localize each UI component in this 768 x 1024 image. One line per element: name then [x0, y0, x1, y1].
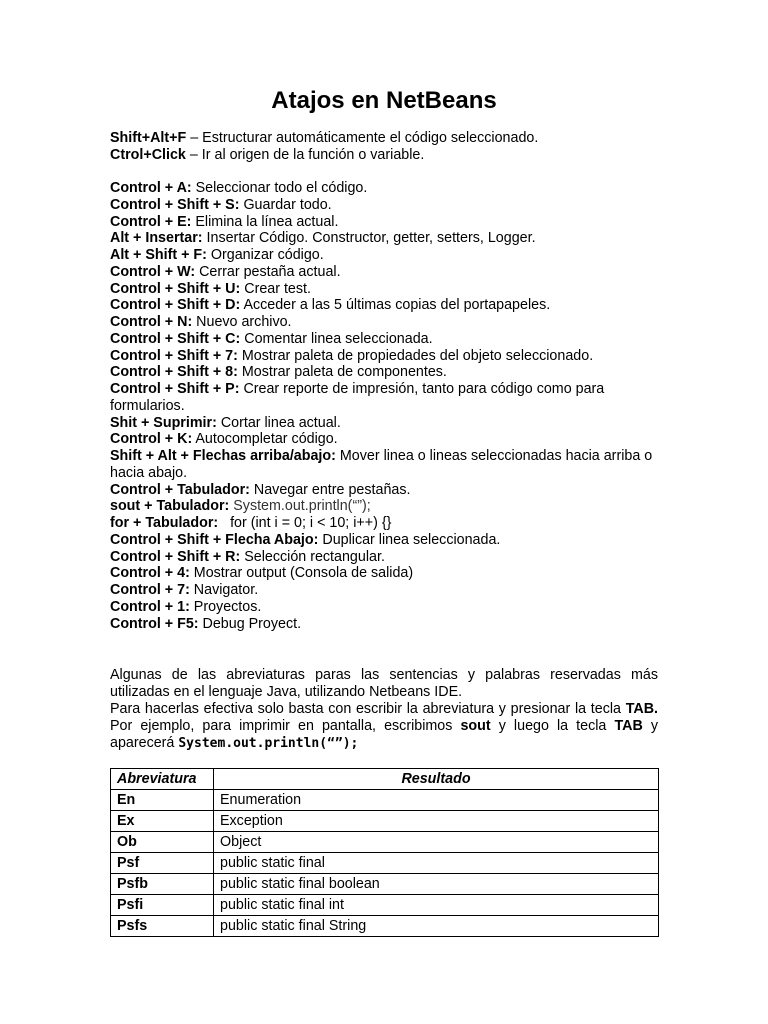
- shortcut-description: Comentar linea seleccionada.: [240, 330, 433, 347]
- shortcut-line: [110, 281, 660, 298]
- paragraph-keyword: TAB.: [625, 700, 658, 717]
- shortcut-description: – Ir al origen de la función o variable.: [185, 146, 425, 163]
- shortcut-description: Navegar entre pestañas.: [249, 481, 411, 498]
- result-cell: public static final String: [214, 916, 659, 937]
- shortcut-key: Control + W:: [110, 263, 196, 280]
- table-row: [111, 853, 659, 874]
- shortcut-description: Cortar linea actual.: [216, 414, 341, 431]
- shortcut-line: [110, 314, 660, 331]
- shortcut-line: [110, 532, 660, 549]
- shortcut-key: Control + Shift + 8:: [110, 364, 238, 381]
- shortcut-line: [110, 247, 660, 264]
- shortcut-description: Seleccionar todo el código.: [191, 180, 368, 196]
- page-title: Atajos en NetBeans: [271, 87, 497, 114]
- table-header-row: [111, 769, 659, 790]
- shortcut-key: Control + Shift + S:: [110, 196, 240, 213]
- paragraph-keyword: TAB: [614, 717, 643, 734]
- shortcut-description: Guardar todo.: [239, 196, 332, 213]
- shortcut-key: Control + 1:: [110, 598, 190, 615]
- shortcut-description: Elimina la línea actual.: [191, 213, 339, 230]
- shortcut-description: Crear reporte de impresión, tanto para código como para formularios.: [110, 381, 605, 414]
- paragraph-line: Algunas de las abreviaturas paras las sentencias y palabras reservadas más utilizadas en el lenguaje Java, utilizando Netbeans IDE.: [110, 667, 658, 700]
- table-row: [111, 916, 659, 937]
- shortcut-description: Autocompletar código.: [192, 431, 338, 448]
- shortcut-list: [110, 180, 660, 632]
- abbreviation-cell: En: [111, 790, 214, 811]
- shortcut-description: System.out.println(“”);: [229, 498, 371, 515]
- result-cell: Enumeration: [214, 790, 659, 811]
- shortcut-description: Crear test.: [240, 280, 311, 297]
- abbreviations-paragraph: [110, 667, 658, 753]
- shortcut-key: Control + A:: [110, 180, 192, 196]
- shortcut-description: Debug Proyect.: [198, 615, 302, 632]
- shortcut-description: Acceder a las 5 últimas copias del portapapeles.: [240, 297, 551, 314]
- shortcut-line: [110, 565, 660, 582]
- shortcut-line: [110, 616, 660, 633]
- table-row: [111, 811, 659, 832]
- abbreviation-cell: Psfs: [111, 916, 214, 937]
- shortcut-line: [110, 381, 660, 415]
- abbreviation-cell: Ex: [111, 811, 214, 832]
- abbreviation-cell: Psfi: [111, 895, 214, 916]
- shortcut-key: Control + F5:: [110, 615, 199, 632]
- result-cell: public static final int: [214, 895, 659, 916]
- shortcut-line: [110, 448, 660, 482]
- shortcut-line: [110, 147, 660, 164]
- shortcut-description: Selección rectangular.: [240, 548, 385, 565]
- shortcut-key: Control + Tabulador:: [110, 481, 250, 498]
- result-cell: Exception: [214, 811, 659, 832]
- column-header-result: Resultado: [214, 769, 659, 790]
- result-cell: Object: [214, 832, 659, 853]
- shortcut-key: Control + Shift + Flecha Abajo:: [110, 531, 319, 548]
- shortcut-key: Alt + Insertar:: [110, 230, 203, 247]
- paragraph-keyword: sout: [460, 717, 491, 734]
- shortcut-line: [110, 582, 660, 599]
- shortcut-key: Control + Shift + D:: [110, 297, 241, 314]
- shortcut-key: Shift+Alt+F: [110, 130, 187, 146]
- shortcut-description: for (int i = 0; i < 10; i++) {}: [218, 515, 392, 531]
- shortcut-key: Shift + Alt + Flechas arriba/abajo:: [110, 448, 336, 464]
- shortcut-description: Cerrar pestaña actual.: [195, 263, 341, 280]
- intro-shortcuts: [110, 130, 660, 164]
- paragraph-text: y aparecerá: [110, 717, 658, 751]
- paragraph-text: Para hacerlas efectiva solo basta con escribir la abreviatura y presionar la tecla: [110, 700, 626, 717]
- shortcut-description: Proyectos.: [189, 598, 262, 615]
- shortcut-key: Ctrol+Click: [110, 146, 186, 163]
- shortcut-key: Control + N:: [110, 314, 193, 330]
- shortcut-key: Control + 7:: [110, 582, 190, 598]
- shortcut-line: [110, 364, 660, 381]
- shortcut-description: Insertar Código. Constructor, getter, setters, Logger.: [202, 230, 536, 247]
- shortcut-line: [110, 331, 660, 348]
- shortcut-line: [110, 297, 660, 314]
- shortcut-description: Mostrar paleta de componentes.: [237, 364, 447, 381]
- table-row: [111, 790, 659, 811]
- shortcut-line: [110, 180, 660, 197]
- abbreviation-cell: Ob: [111, 832, 214, 853]
- shortcut-key: Control + Shift + C:: [110, 330, 241, 347]
- shortcut-key: Alt + Shift + F:: [110, 247, 207, 263]
- paragraph-line: [110, 701, 658, 753]
- abbreviation-cell: Psfb: [111, 874, 214, 895]
- shortcut-key: Control + K:: [110, 431, 193, 448]
- paragraph-text: y luego la tecla: [490, 717, 615, 734]
- paragraph-text: Por ejemplo, para imprimir en pantalla, escribimos: [110, 717, 461, 734]
- shortcut-key: Control + E:: [110, 213, 192, 230]
- shortcut-line: [110, 130, 660, 147]
- shortcut-key: Control + Shift + R:: [110, 548, 241, 565]
- shortcut-line: [110, 197, 660, 214]
- shortcut-line: [110, 482, 660, 499]
- column-header-abbreviation: Abreviatura: [111, 769, 214, 790]
- shortcut-description: – Estructurar automáticamente el código seleccionado.: [186, 130, 539, 146]
- table-row: [111, 832, 659, 853]
- shortcut-key: Control + Shift + 7:: [110, 347, 238, 364]
- shortcut-line: [110, 515, 660, 532]
- shortcut-line: [110, 599, 660, 616]
- shortcut-key: Control + Shift + U:: [110, 280, 241, 297]
- shortcut-line: [110, 498, 660, 515]
- shortcut-description: Organizar código.: [206, 247, 324, 263]
- shortcut-line: [110, 264, 660, 281]
- shortcut-key: for + Tabulador:: [110, 515, 219, 531]
- shortcut-key: Control + Shift + P:: [110, 381, 240, 397]
- paragraph-code: System.out.println(“”);: [178, 735, 359, 751]
- shortcut-description: Nuevo archivo.: [192, 314, 292, 330]
- shortcut-description: Navigator.: [189, 582, 259, 598]
- shortcut-line: [110, 230, 660, 247]
- table-row: [111, 895, 659, 916]
- shortcut-line: [110, 214, 660, 231]
- shortcut-line: [110, 415, 660, 432]
- shortcut-description: Mostrar paleta de propiedades del objeto seleccionado.: [237, 347, 594, 364]
- shortcut-key: Shit + Suprimir:: [110, 414, 217, 431]
- shortcut-line: [110, 431, 660, 448]
- shortcut-key: sout + Tabulador:: [110, 498, 230, 515]
- shortcut-line: [110, 348, 660, 365]
- shortcut-key: Control + 4:: [110, 565, 190, 582]
- abbreviations-table: [110, 768, 659, 937]
- result-cell: public static final boolean: [214, 874, 659, 895]
- result-cell: public static final: [214, 853, 659, 874]
- shortcut-description: Mover linea o lineas seleccionadas hacia arriba o hacia abajo.: [110, 448, 653, 481]
- shortcut-line: [110, 549, 660, 566]
- shortcut-description: Mostrar output (Consola de salida): [189, 565, 414, 582]
- table-row: [111, 874, 659, 895]
- shortcut-description: Duplicar linea seleccionada.: [318, 531, 501, 548]
- abbreviation-cell: Psf: [111, 853, 214, 874]
